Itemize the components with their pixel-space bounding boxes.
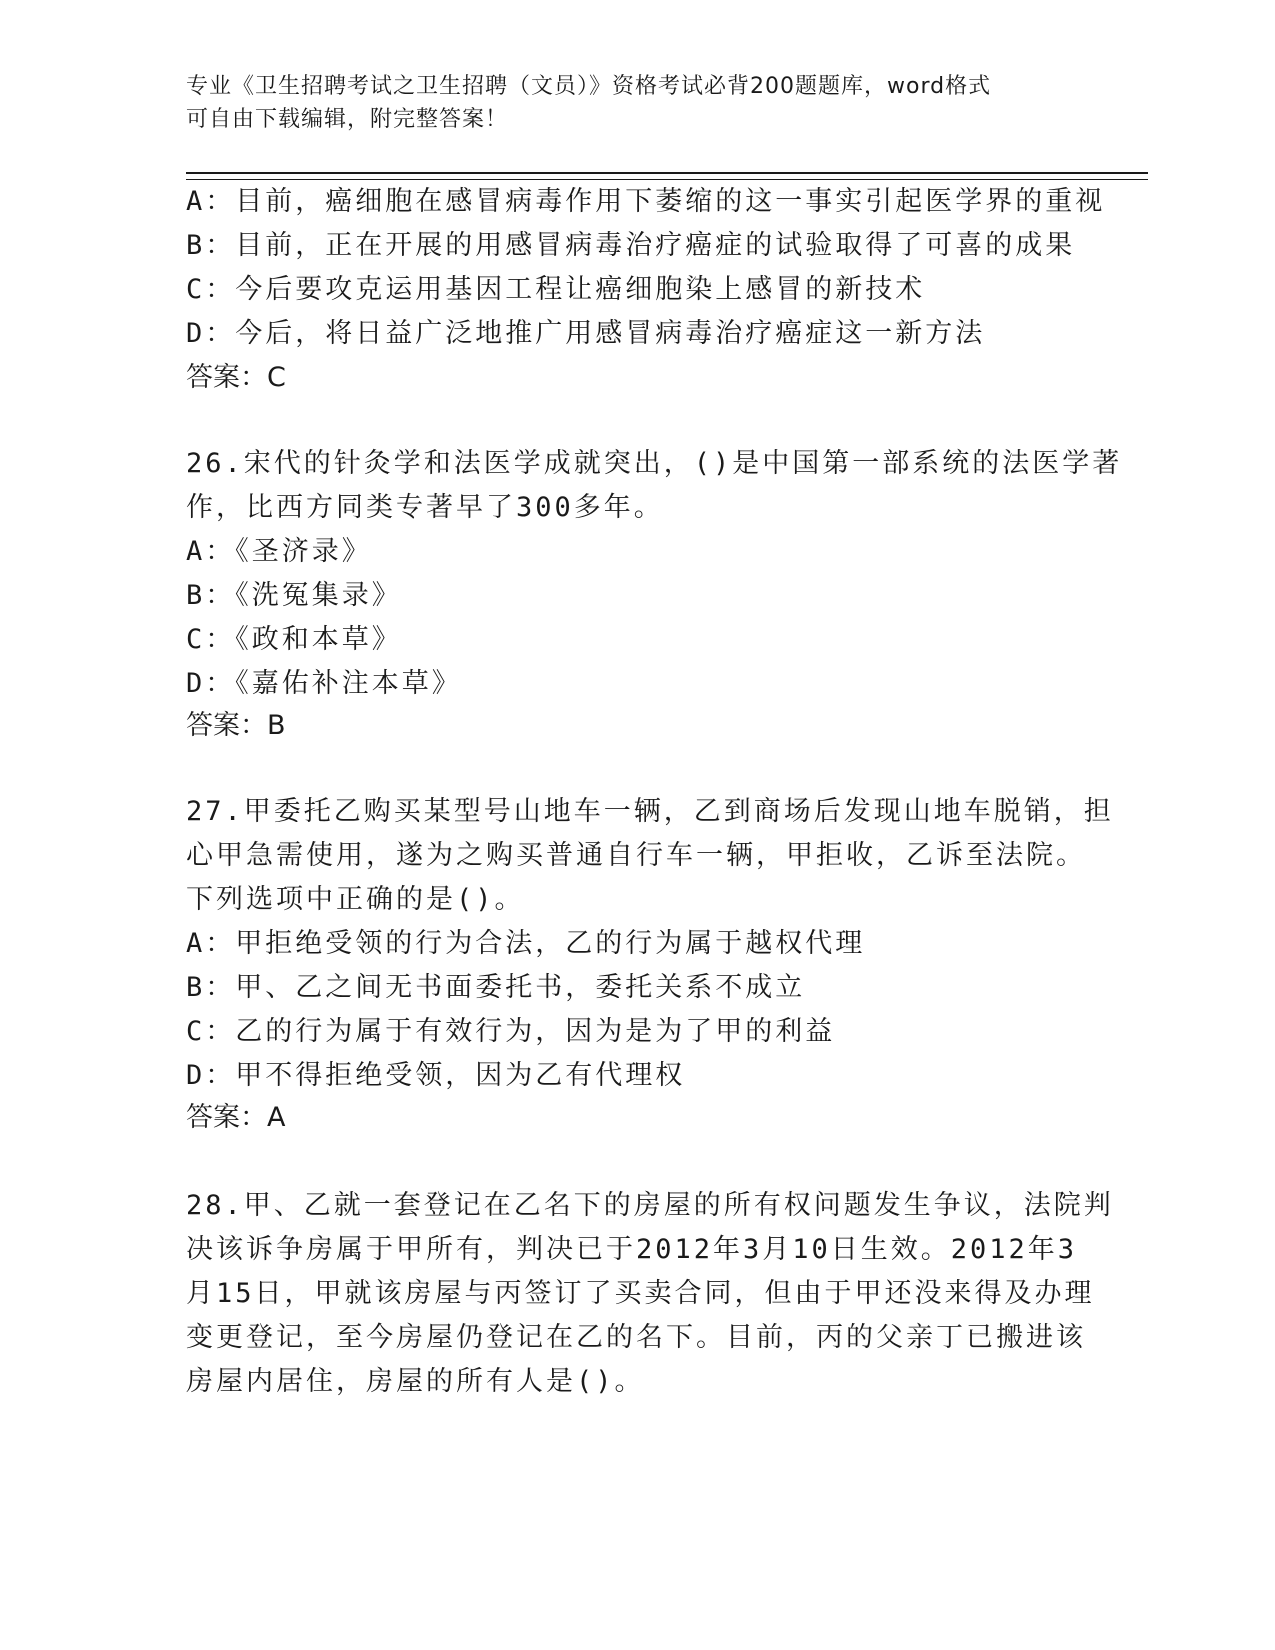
q27-option-a: A：甲拒绝受领的行为合法，乙的行为属于越权代理: [186, 928, 866, 959]
q25-option-a: A：目前，癌细胞在感冒病毒作用下萎缩的这一事实引起医学界的重视: [186, 186, 1106, 217]
document-header: [186, 70, 1066, 136]
q28-stem-line: 月15日，甲就该房屋与丙签订了买卖合同，但由于甲还没来得及办理: [186, 1278, 1095, 1309]
q26-option-d: D：《嘉佑补注本草》: [186, 668, 462, 699]
header-rule-thick: [186, 172, 1148, 174]
q27-answer: 答案：A: [186, 1102, 286, 1133]
q28-stem-line: 变更登记，至今房屋仍登记在乙的名下。目前，丙的父亲丁已搬进该: [186, 1322, 1086, 1353]
q27-option-c: C：乙的行为属于有效行为，因为是为了甲的利益: [186, 1016, 836, 1047]
q28-stem-line: 决该诉争房属于甲所有，判决已于2012年3月10日生效。2012年3: [186, 1234, 1078, 1265]
q27-option-d: D：甲不得拒绝受领，因为乙有代理权: [186, 1060, 686, 1091]
q25-answer: 答案：C: [186, 362, 286, 393]
header-rule-thin: [186, 179, 1148, 180]
q26-stem-line: 26.宋代的针灸学和法医学成就突出，()是中国第一部系统的法医学著: [186, 448, 1123, 479]
q28-stem-line: 28.甲、乙就一套登记在乙名下的房屋的所有权问题发生争议，法院判: [186, 1190, 1114, 1221]
q26-option-b: B：《洗冤集录》: [186, 580, 402, 611]
q25-option-d: D：今后，将日益广泛地推广用感冒病毒治疗癌症这一新方法: [186, 318, 986, 349]
q26-answer: 答案：B: [186, 710, 286, 741]
q25-option-b: B：目前，正在开展的用感冒病毒治疗癌症的试验取得了可喜的成果: [186, 230, 1076, 261]
header-line: 可自由下载编辑，附完整答案！: [186, 107, 509, 132]
q27-stem-line: 心甲急需使用，遂为之购买普通自行车一辆，甲拒收，乙诉至法院。: [186, 840, 1086, 871]
q27-option-b: B：甲、乙之间无书面委托书，委托关系不成立: [186, 972, 806, 1003]
q28-stem-line: 房屋内居住，房屋的所有人是()。: [186, 1366, 645, 1397]
q25-option-c: C：今后要攻克运用基因工程让癌细胞染上感冒的新技术: [186, 274, 926, 305]
q26-stem-line: 作，比西方同类专著早了300多年。: [186, 492, 664, 523]
q27-stem-line: 27.甲委托乙购买某型号山地车一辆，乙到商场后发现山地车脱销，担: [186, 796, 1114, 827]
q26-option-c: C：《政和本草》: [186, 624, 402, 655]
q27-stem-line: 下列选项中正确的是()。: [186, 884, 525, 915]
header-line: 专业《卫生招聘考试之卫生招聘（文员）》资格考试必背200题题库，word格式: [186, 74, 992, 99]
q26-option-a: A：《圣济录》: [186, 536, 372, 567]
